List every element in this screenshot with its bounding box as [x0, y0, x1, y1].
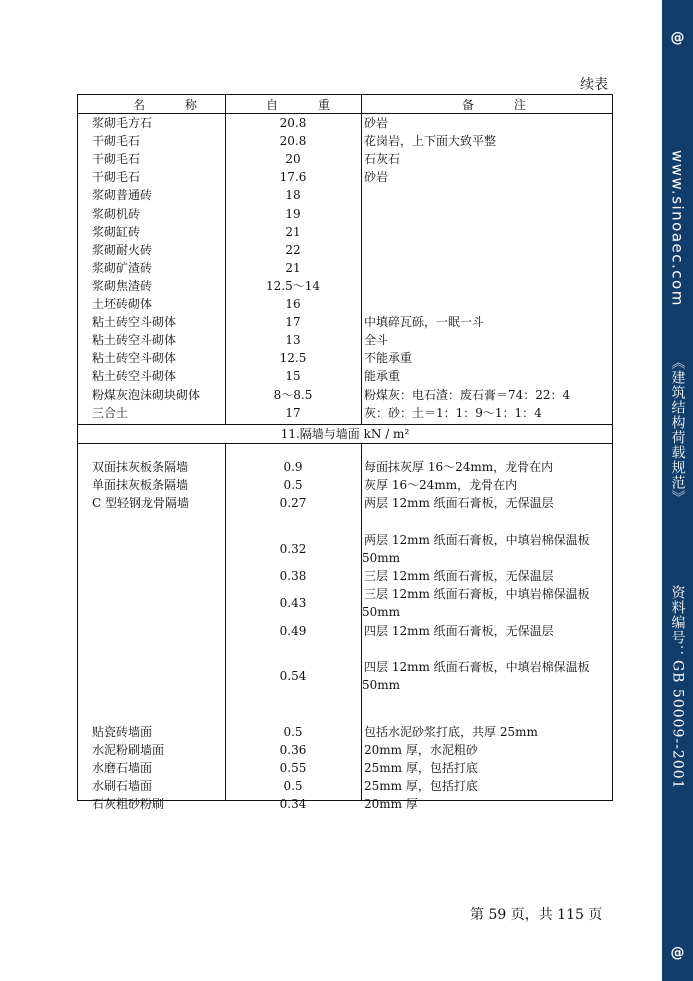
row-weight: 20: [285, 152, 301, 167]
row-note: 中填碎瓦砾，一眠一斗: [364, 315, 485, 330]
row-weight: 20.8: [279, 134, 307, 149]
row-name: 水磨石墙面: [92, 761, 153, 775]
row-weight: 0.32: [279, 542, 307, 556]
row-weight: 0.9: [283, 460, 303, 474]
row-weight: 21: [285, 224, 301, 239]
row-weight: 15: [285, 369, 301, 384]
row-weight: 21: [285, 260, 301, 275]
header-weight: 自 重: [266, 98, 348, 112]
continued-label: 续表: [580, 77, 608, 93]
row-weight: 0.55: [279, 761, 307, 775]
row-name: 浆砌矿渣砖: [92, 260, 153, 275]
doc-number: 资料编号：GB 50009--2001: [669, 585, 686, 790]
header-name: 名 称: [133, 98, 215, 112]
row-weight: 0.38: [279, 569, 307, 583]
row-note: 两层 12mm 纸面石膏板，无保温层: [364, 496, 554, 510]
row-weight: 17: [285, 315, 301, 330]
row-note: 全斗: [364, 333, 389, 348]
row-weight: 19: [285, 206, 301, 221]
row-weight: 22: [285, 242, 301, 257]
row-name: 浆砌耐火砖: [92, 242, 153, 257]
row-note-continued: 50mm: [362, 605, 401, 619]
row-weight: 0.5: [283, 478, 303, 492]
at-symbol-top: @: [670, 30, 685, 46]
row-name: C 型轻钢龙骨隔墙: [92, 496, 189, 510]
row-weight: 12.5: [279, 351, 307, 366]
row-name: 粘土砖空斗砌体: [92, 315, 177, 330]
row-name: 水泥粉刷墙面: [92, 743, 165, 757]
row-name: 浆砌焦渣砖: [92, 278, 153, 293]
row-note: 砂岩: [364, 170, 389, 185]
row-note: 四层 12mm 纸面石膏板，无保温层: [364, 624, 554, 638]
row-weight: 16: [285, 297, 301, 311]
row-note: 四层 12mm 纸面石膏板，中填岩棉保温板: [364, 660, 590, 674]
row-note: 花岗岩，上下面大致平整: [364, 134, 497, 149]
side-banner: [662, 0, 693, 981]
col-divider-2a: [361, 94, 362, 425]
row-weight: 17.6: [279, 170, 307, 185]
row-note: 25mm 厚，包括打底: [364, 779, 478, 793]
row-note: 石灰石: [364, 152, 401, 167]
row-name: 粘土砖空斗砌体: [92, 369, 177, 384]
row-weight: 8～8.5: [273, 387, 313, 402]
row-weight: 20.8: [279, 116, 307, 130]
row-note: 包括水泥砂浆打底，共厚 25mm: [364, 725, 538, 739]
page-footer: 第 59 页，共 115 页: [470, 907, 603, 923]
row-name: 干砌毛石: [92, 152, 141, 167]
row-name: 三合土: [92, 405, 129, 420]
row-name: 浆砌毛方石: [92, 116, 153, 130]
row-note: 粉煤灰：电石渣：废石膏＝74：22：4: [364, 387, 571, 402]
row-name: 粘土砖空斗砌体: [92, 351, 177, 366]
row-weight: 18: [285, 188, 301, 203]
row-weight: 0.54: [279, 669, 307, 683]
row-name: 浆砌缸砖: [92, 224, 141, 239]
row-name: 水刷石墙面: [92, 779, 153, 793]
row-name: 土坯砖砌体: [92, 297, 153, 311]
row-weight: 0.49: [279, 624, 307, 638]
row-weight: 13: [285, 333, 301, 348]
row-note: 能承重: [364, 369, 401, 384]
row-weight: 0.43: [279, 596, 307, 610]
row-note: 灰厚 16～24mm，龙骨在内: [364, 478, 518, 492]
row-note-continued: 50mm: [362, 678, 401, 692]
row-note: 两层 12mm 纸面石膏板，中填岩棉保温板: [364, 533, 590, 547]
row-name: 粉煤灰泡沫砌块砌体: [92, 387, 201, 402]
row-note: 20mm 厚，水泥粗砂: [364, 743, 478, 757]
row-note: 25mm 厚，包括打底: [364, 761, 478, 775]
row-name: 浆砌普通砖: [92, 188, 153, 203]
row-name: 干砌毛石: [92, 134, 141, 149]
row-name: 单面抹灰板条隔墙: [92, 478, 189, 492]
row-weight: 0.36: [279, 743, 307, 757]
row-name: 双面抹灰板条隔墙: [92, 460, 189, 474]
row-note: 每面抹灰厚 16～24mm，龙骨在内: [364, 460, 554, 474]
row-weight: 0.5: [283, 725, 303, 739]
row-note: 三层 12mm 纸面石膏板，中填岩棉保温板: [364, 587, 590, 601]
row-note: 三层 12mm 纸面石膏板，无保温层: [364, 569, 554, 583]
row-note: 不能承重: [364, 351, 413, 366]
col-divider-2b: [361, 443, 362, 801]
row-weight: 0.34: [279, 797, 307, 811]
row-note-continued: 50mm: [362, 551, 401, 565]
row-weight: 17: [285, 405, 301, 420]
row-weight: 0.5: [283, 779, 303, 793]
row-name: 干砌毛石: [92, 170, 141, 185]
row-note: 20mm 厚: [364, 797, 418, 811]
row-weight: 0.27: [279, 496, 307, 510]
row-note: 灰：砂：土＝1：1：9～1：1：4: [364, 405, 542, 420]
row-name: 贴瓷砖墙面: [92, 725, 153, 739]
section-title: 11.隔墙与墙面 kN / m²: [280, 427, 410, 441]
row-note: 砂岩: [364, 116, 389, 130]
book-title: 《建筑结构荷载规范》: [669, 355, 686, 505]
header-note: 备 注: [462, 98, 544, 112]
section-rule-bottom: [77, 443, 613, 444]
site-url[interactable]: www.sinoaec.com: [668, 150, 687, 307]
at-symbol-bottom: @: [670, 945, 685, 961]
row-name: 浆砌机砖: [92, 206, 141, 221]
row-weight: 12.5～14: [266, 278, 320, 293]
row-name: 粘土砖空斗砌体: [92, 333, 177, 348]
row-name: 石灰粗砂粉刷: [92, 797, 165, 811]
